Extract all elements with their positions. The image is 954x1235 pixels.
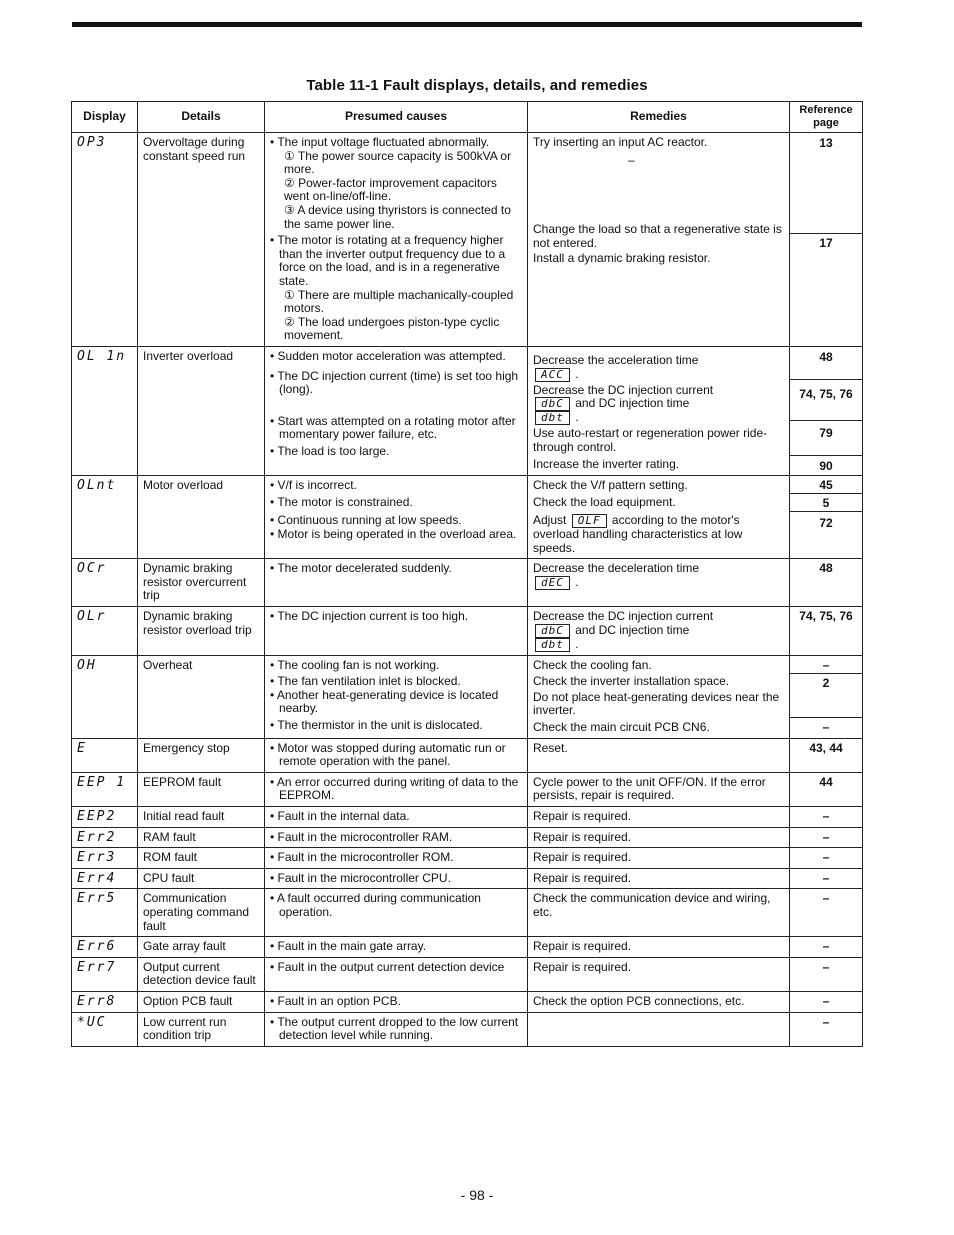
parameter-code: dbC — [535, 624, 570, 638]
remedy-item: Increase the inverter rating. — [533, 457, 680, 472]
cause-item: • Start was attempted on a rotating motor after momentary power failure, etc. — [270, 413, 516, 442]
fault-remedies — [528, 827, 790, 848]
cause-item: • The input voltage fluctuated abnormally. — [270, 135, 490, 149]
fault-remedies — [528, 848, 790, 869]
remedy-item: Repair is required. — [533, 829, 632, 844]
parameter-code: dbC — [535, 397, 570, 411]
fault-code: Err6 — [72, 937, 138, 958]
reference-page: – — [790, 1012, 863, 1046]
remedy-item: Change the load so that a regenerative state is not entered. — [533, 222, 782, 250]
cause-item: • The thermistor in the unit is dislocated. — [270, 718, 483, 732]
fault-causes — [265, 655, 528, 738]
header-remedies: Remedies — [528, 102, 790, 133]
ref-value: 48 — [790, 347, 862, 380]
reference-page: – — [790, 937, 863, 958]
reference-page: 74, 75, 76 — [790, 607, 863, 656]
table-row — [72, 937, 863, 958]
fault-remedies — [528, 991, 790, 1012]
fault-causes — [265, 937, 528, 958]
remedy-text: Decrease the deceleration time — [533, 561, 700, 576]
fault-remedies — [528, 607, 790, 656]
cause-subitem: ① The power source capacity is 500kVA or more. — [284, 148, 512, 177]
reference-page: – — [790, 827, 863, 848]
remedy-dash: – — [628, 152, 635, 167]
parameter-code: OLF — [572, 514, 607, 528]
fault-details: Low current run condition trip — [138, 1012, 265, 1046]
cause-item: • Motor was stopped during automatic run or remote operation with the panel. — [270, 740, 506, 769]
remedy-item: Install a dynamic braking resistor. — [533, 251, 711, 266]
ref-value: 79 — [790, 421, 862, 456]
fault-code: Err4 — [72, 868, 138, 889]
cause-subitem: ② Power-factor improvement capacitors went on-line/off-line. — [284, 175, 497, 204]
cause-item: • A fault occurred during communication operation. — [270, 891, 481, 919]
header-details: Details — [138, 102, 265, 133]
ref-value: 5 — [790, 494, 862, 512]
remedy-text: according to the motor's overload handling characteristics at low speeds. — [533, 513, 743, 555]
fault-code: Err7 — [72, 957, 138, 991]
fault-remedies — [528, 889, 790, 937]
table-row — [72, 889, 863, 937]
table-title: Table 11-1 Fault displays, details, and remedies — [306, 77, 648, 94]
remedy-item: Check the inverter installation space. — [533, 674, 730, 689]
remedy-item: Repair is required. — [533, 808, 632, 823]
remedy-item: Decrease the DC injection current dbC and DC injection time dbt . — [533, 382, 714, 425]
table-row — [72, 607, 863, 656]
remedy-item: Decrease the DC injection current dbC and DC injection time dbt . — [533, 609, 714, 651]
fault-causes — [265, 806, 528, 827]
ref-value: 90 — [819, 458, 833, 473]
cause-item: • The load is too large. — [270, 443, 390, 458]
fault-causes — [265, 559, 528, 607]
remedy-item: Repair is required. — [533, 870, 632, 885]
cause-subitem: ③ A device using thyristors is connected to the same power line. — [284, 202, 511, 231]
parameter-code: dbt — [535, 411, 570, 425]
ref-value: – — [790, 656, 862, 674]
remedy-text: and DC injection time — [575, 622, 690, 637]
page-number: - 98 - — [460, 1187, 494, 1203]
fault-details: Dynamic braking resistor overload trip — [138, 607, 265, 656]
fault-remedies — [528, 868, 790, 889]
reference-page: – — [790, 957, 863, 991]
ref-value: 74, 75, 76 — [790, 380, 862, 421]
remedy-item: Check the cooling fan. — [533, 657, 652, 672]
fault-details: ROM fault — [138, 848, 265, 869]
fault-code: Err5 — [72, 889, 138, 937]
cause-item: • The fan ventilation inlet is blocked. — [270, 674, 461, 689]
fault-details: Gate array fault — [138, 937, 265, 958]
cause-item: • Fault in the internal data. — [270, 808, 410, 823]
table-row — [72, 827, 863, 848]
fault-details: Overheat — [138, 655, 265, 738]
table-row — [72, 559, 863, 607]
reference-page: – — [790, 868, 863, 889]
reference-page — [790, 655, 863, 738]
remedy-item: Try inserting an input AC reactor. — [533, 135, 708, 149]
cause-item: • The cooling fan is not working. — [270, 657, 440, 672]
fault-code: Err2 — [72, 827, 138, 848]
table-row — [72, 848, 863, 869]
cause-item: • Motor is being operated in the overload area. — [270, 526, 517, 541]
fault-details: Option PCB fault — [138, 991, 265, 1012]
fault-code: EEP 1 — [72, 772, 138, 806]
remedy-item: Decrease the acceleration time ACC . — [533, 352, 699, 381]
fault-causes — [265, 607, 528, 656]
remedy-item: Check the option PCB connections, etc. — [533, 993, 745, 1008]
remedy-item: Decrease the deceleration time dEC . — [533, 561, 700, 589]
fault-remedies — [528, 806, 790, 827]
cause-item: • Fault in the main gate array. — [270, 939, 427, 954]
fault-details: Initial read fault — [138, 806, 265, 827]
cause-subitem: ① There are multiple machanically-coupled motors. — [284, 287, 514, 316]
remedy-item: Repair is required. — [533, 850, 632, 865]
table-row — [72, 475, 863, 558]
fault-remedies — [528, 346, 790, 475]
fault-details: Overvoltage during constant speed run — [138, 133, 265, 347]
fault-causes — [265, 848, 528, 869]
top-rule — [72, 22, 862, 27]
cause-item: • The DC injection current is too high. — [270, 609, 469, 624]
cause-item: • The motor decelerated suddenly. — [270, 561, 452, 576]
parameter-code: ACC — [535, 368, 570, 382]
fault-causes — [265, 133, 528, 347]
remedy-text: and DC injection time — [575, 396, 690, 411]
fault-code: *UC — [72, 1012, 138, 1046]
cause-item: • Continuous running at low speeds. — [270, 513, 462, 528]
reference-page: – — [790, 991, 863, 1012]
table-row — [72, 991, 863, 1012]
reference-page: – — [790, 889, 863, 937]
reference-page: 44 — [790, 772, 863, 806]
remedy-text: Decrease the DC injection current — [533, 382, 714, 397]
table-row — [72, 868, 863, 889]
cause-item: • Fault in the microcontroller CPU. — [270, 870, 451, 885]
fault-code: OP3 — [72, 133, 138, 347]
remedy-item: Check the communication device and wiring, etc. — [533, 891, 771, 919]
fault-details: EEPROM fault — [138, 772, 265, 806]
table-row — [72, 957, 863, 991]
reference-page — [790, 346, 863, 475]
fault-remedies — [528, 133, 790, 347]
table-row — [72, 738, 863, 772]
fault-remedies — [528, 937, 790, 958]
fault-details: Output current detection device fault — [138, 957, 265, 991]
reference-page: – — [790, 806, 863, 827]
fault-details: Inverter overload — [138, 346, 265, 475]
fault-causes — [265, 772, 528, 806]
fault-causes — [265, 346, 528, 475]
cause-item: • V/f is incorrect. — [270, 477, 357, 492]
ref-value: 13 — [790, 133, 862, 234]
fault-remedies — [528, 475, 790, 558]
remedy-text: Decrease the DC injection current — [533, 609, 714, 624]
remedy-item: Cycle power to the unit OFF/ON. If the error persists, repair is required. — [533, 774, 766, 803]
reference-page — [790, 475, 863, 558]
fault-causes — [265, 991, 528, 1012]
cause-item: • Sudden motor acceleration was attempted. — [270, 348, 506, 363]
fault-remedies — [528, 1012, 790, 1046]
table-row — [72, 346, 863, 475]
remedy-item: Repair is required. — [533, 939, 632, 954]
cause-item: • Another heat-generating device is located nearby. — [270, 687, 499, 716]
table-row — [72, 133, 863, 347]
parameter-code: dbt — [535, 638, 570, 652]
table-row — [72, 806, 863, 827]
remedy-item — [533, 514, 784, 555]
ref-value: 2 — [790, 674, 862, 718]
fault-causes — [265, 889, 528, 937]
fault-causes — [265, 868, 528, 889]
fault-code: OH — [72, 655, 138, 738]
fault-remedies — [528, 655, 790, 738]
fault-remedies — [528, 957, 790, 991]
fault-details: Communication operating command fault — [138, 889, 265, 937]
remedy-item: Check the V/f pattern setting. — [533, 477, 688, 492]
cause-item: • Fault in the microcontroller RAM. — [270, 829, 453, 844]
fault-details: Motor overload — [138, 475, 265, 558]
header-display: Display — [72, 102, 138, 133]
remedy-item: Do not place heat-generating devices near the inverter. — [533, 689, 780, 718]
fault-code: OCr — [72, 559, 138, 607]
fault-details: RAM fault — [138, 827, 265, 848]
table-row — [72, 772, 863, 806]
remedy-item: Repair is required. — [533, 959, 632, 974]
fault-table — [71, 101, 863, 1047]
remedy-item: Use auto-restart or regeneration power ride-through control. — [533, 426, 768, 454]
cause-item: • The output current dropped to the low current detection level while running. — [270, 1014, 519, 1043]
fault-code: OLr — [72, 607, 138, 656]
fault-details: Dynamic braking resistor overcurrent trip — [138, 559, 265, 607]
table-row — [72, 655, 863, 738]
fault-code: Err8 — [72, 991, 138, 1012]
ref-value: 72 — [819, 515, 833, 530]
cause-item: • Fault in the microcontroller ROM. — [270, 850, 454, 865]
cause-subitem: ② The load undergoes piston-type cyclic movement. — [284, 314, 500, 343]
cause-item: • Fault in the output current detection device — [270, 959, 505, 974]
fault-causes — [265, 1012, 528, 1046]
table-row — [72, 1012, 863, 1046]
ref-value: 17 — [819, 236, 833, 250]
ref-value: – — [822, 719, 830, 734]
remedy-text: Decrease the acceleration time — [533, 352, 699, 367]
fault-remedies — [528, 738, 790, 772]
cause-item: • The DC injection current (time) is set too high (long). — [270, 368, 519, 397]
remedy-item: Reset. — [533, 740, 568, 755]
remedy-item: Check the main circuit PCB CN6. — [533, 720, 710, 734]
header-causes: Presumed causes — [265, 102, 528, 133]
fault-code: Err3 — [72, 848, 138, 869]
fault-causes — [265, 957, 528, 991]
fault-causes — [265, 738, 528, 772]
cause-item: • Fault in an option PCB. — [270, 993, 401, 1008]
fault-remedies — [528, 772, 790, 806]
fault-details: CPU fault — [138, 868, 265, 889]
remedy-item: Check the load equipment. — [533, 495, 676, 510]
parameter-code: dEC — [535, 576, 570, 590]
cause-item: • The motor is constrained. — [270, 495, 413, 510]
reference-page: – — [790, 848, 863, 869]
fault-remedies — [528, 559, 790, 607]
remedy-text: Adjust — [533, 513, 567, 528]
fault-details: Emergency stop — [138, 738, 265, 772]
fault-causes — [265, 827, 528, 848]
header-row — [72, 102, 863, 133]
fault-code: E — [72, 738, 138, 772]
fault-code: OLnt — [72, 475, 138, 558]
fault-code: EEP2 — [72, 806, 138, 827]
reference-page — [790, 133, 863, 347]
cause-item: • An error occurred during writing of data to the EEPROM. — [270, 774, 519, 803]
cause-item: • The motor is rotating at a frequency higher than the inverter output frequency due to a force on the load, and is in a regenerative state. — [270, 233, 506, 288]
header-reference: Reference page — [790, 102, 863, 133]
fault-code: OL 1n — [72, 346, 138, 475]
reference-page: 43, 44 — [790, 738, 863, 772]
fault-causes — [265, 475, 528, 558]
ref-value: 45 — [790, 476, 862, 494]
reference-page: 48 — [790, 559, 863, 607]
